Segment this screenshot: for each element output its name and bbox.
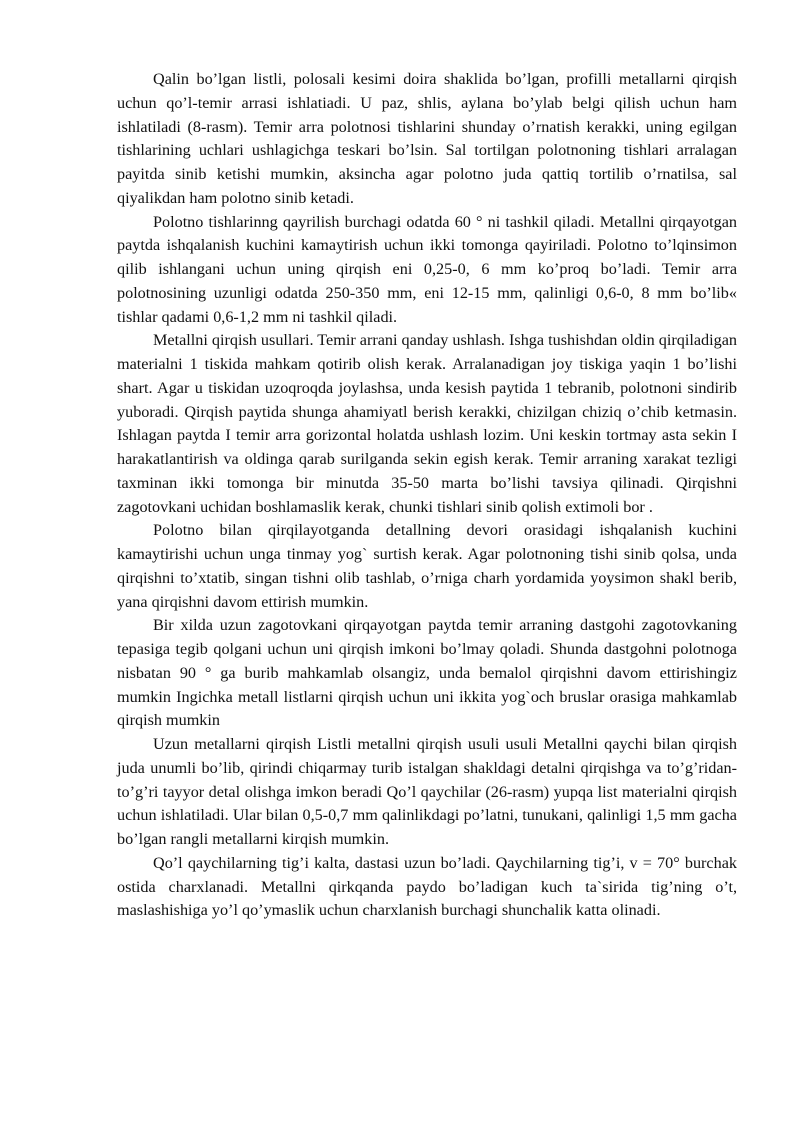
paragraph-5: Bir xilda uzun zagotovkani qirqayotgan paytda temir arraning dastgohi zagotovkaning tepasiga tegib qolgani uchun uni qirqish imkoni bo’lmay qoladi. Shunda dastgohni polotnoga nisbatan 90 ° ga burib mahkamlab olsangiz, unda bemalol qirqishni davom ettirishingiz mumkin Ingichka metall listlarni qirqish uchun uni ikkita yog`och bruslar orasiga mahkamlab qirqish mumkin — [117, 616, 737, 730]
paragraph-4: Polotno bilan qirqilayotganda detallning devori orasidagi ishqalanish kuchini kamaytirishi uchun unga tinmay yog` surtish kerak. Agar polotnoning tishi sinib qolsa, unda qirqishni to’xtatib, singan tishni olib tashlab, o’rniga charh yordamida yoysimon shakl berib, yana qirqishni davom ettirish mumkin. — [117, 521, 737, 611]
paragraph-7: Qo’l qaychilarning tig’i kalta, dastasi uzun bo’ladi. Qaychilarning tig’i, v = 70° burchak ostida charxlanadi. Metallni qirkqanda paydo bo’ladigan kuch ta`sirida tig’ning o’t, maslashishiga yo’l qo’ymaslik uchun charxlanish burchagi shunchalik katta olinadi. — [117, 853, 737, 920]
paragraph-3: Metallni qirqish usullari. Temir arrani qanday ushlash. Ishga tushishdan oldin qirqiladigan materialni 1 tiskida mahkam qotirib olish kerak. Arralanadigan joy tiskiga yaqin 1 bo’lishi shart. Agar u tiskidan uzoqroqda joylashsa, unda kesish paytida 1 tebranib, polotnoni sindirib yuboradi. Qirqish paytida shunga ahamiyatl berish kerakki, chizilgan chiziq o’chib ketmasin. Ishlagan paytda I temir arra gorizontal holatda ushlash lozim. Uni keskin tortmay asta sekin I harakatlantirish va oldinga qarab surilganda sekin egish kerak. Temir arraning xarakat tezligi taxminan ikki tomonga bir minutda 35-50 marta bo’lishi tavsiya qilinadi. Qirqishni zagotovkani uchidan boshlamaslik kerak, chunki tishlari sinib qolish extimoli bor . — [117, 331, 737, 516]
paragraph-6: Uzun metallarni qirqish Listli metallni qirqish usuli usuli Metallni qaychi bilan qirqish juda unumli bo’lib, qirindi chiqarmay turib istalgan shakldagi detalni qirqishga va to’g’ridan-to’g’ri tayyor detal olishga imkon beradi Qo’l qaychilar (26-rasm) yupqa list materialni qirqish uchun ishlatiladi. Ular bilan 0,5-0,7 mm qalinlikdagi po’latni, tunukani, qalinligi 1,5 mm gacha bo’lgan rangli metallarni kirqish mumkin. — [117, 735, 737, 848]
document-page — [117, 68, 737, 923]
paragraph-1: Qalin bo’lgan listli, polosali kesimi doira shaklida bo’lgan, profilli metallarni qirqish uchun qo’l-temir arrasi ishlatiadi. U paz, shlis, aylana bo’ylab belgi qilish uchun ham ishlatiladi (8-rasm). Temir arra polotnosi tishlarini shunday o’rnatish kerakki, uning egilgan tishlarining uchlari ushlagichga teskari bo’lsin. Sal tortilgan polotnoning tishlari arralagan payitda sinib ketishi mumkin, aksincha agar polotno juda qattiq tortilib o’rnatilsa, sal qiyalikdan ham polotno sinib ketadi. — [117, 70, 737, 207]
paragraph-2: Polotno tishlarinng qayrilish burchagi odatda 60 ° ni tashkil qiladi. Metallni qirqayotgan paytda ishqalanish kuchini kamaytirish uchun ikki tomonga qayiriladi. Polotno to’lqinsimon qilib ishlangani uchun uning qirqish eni 0,25-0, 6 mm ko’proq bo’ladi. Temir arra polotnosining uzunligi odatda 250-350 mm, eni 12-15 mm, qalinligi 0,6-0, 8 mm bo’lib« tishlar qadami 0,6-1,2 mm ni tashkil qiladi. — [117, 212, 737, 326]
